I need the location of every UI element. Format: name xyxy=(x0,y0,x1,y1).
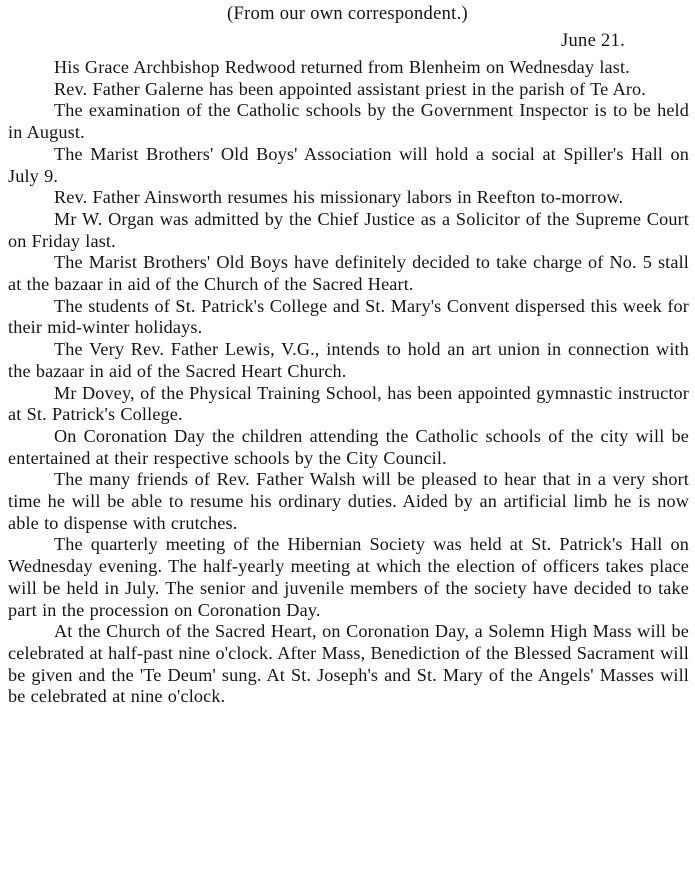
news-item-hibernian-society: The quarterly meeting of the Hibernian Society was held at St. Patrick's Hall on Wednesday evening. The half-yearly meeting at which the election of officers takes place will be held in July. The senior and juvenile members of the society have decided to take part in the procession on Coronation Day. xyxy=(8,534,689,620)
news-item-reefton-mission: Rev. Father Ainsworth resumes his missionary labors in Reefton to-morrow. xyxy=(54,187,624,208)
news-item-gymnastic-instructor: Mr Dovey, of the Physical Training School, has been appointed gymnastic instructor at St. Patrick's College. xyxy=(8,382,689,425)
news-item-archbishop-return: His Grace Archbishop Redwood returned from Blenheim on Wednesday last. xyxy=(54,57,630,77)
correspondent-byline: (From our own correspondent.) xyxy=(227,4,468,24)
news-item-solicitor-admitted: Mr W. Organ was admitted by the Chief Justice as a Solicitor of the Supreme Court on Friday last. xyxy=(8,208,689,251)
news-item-art-union: The Very Rev. Father Lewis, V.G., intends to hold an art union in connection with the bazaar in aid of the Sacred Heart Church. xyxy=(8,339,689,381)
news-item-holidays: The students of St. Patrick's College and St. Mary's Convent dispersed this week for their mid-winter holidays. xyxy=(8,295,689,338)
news-item-old-boys-social: The Marist Brothers' Old Boys' Association will hold a social at Spiller's Hall on July 9. xyxy=(8,143,689,186)
news-item-coronation-mass: At the Church of the Sacred Heart, on Coronation Day, a Solemn High Mass will be celebrated at half-past nine o'clock. After Mass, Benediction of the Blessed Sacrament will be given and the 'Te Deum' sung. At St. Joseph's and St. Mary of the Angels' Masses will be celebrated at nine o'clock. xyxy=(8,621,689,707)
news-items xyxy=(8,57,689,708)
news-item-bazaar-stall: The Marist Brothers' Old Boys have definitely decided to take charge of No. 5 stall at the bazaar in aid of the Church of the Sacred Heart. xyxy=(8,252,689,295)
news-item-coronation-children: On Coronation Day the children attending the Catholic schools of the city will be entertained at their respective schools by the City Council. xyxy=(8,425,689,468)
dateline: June 21. xyxy=(561,31,626,51)
news-item-assistant-priest: Rev. Father Galerne has been appointed assistant priest in the parish of Te Aro. xyxy=(54,78,646,99)
news-item-school-examination: The examination of the Catholic schools by the Government Inspector is to be held in August. xyxy=(8,100,689,143)
news-item-father-walsh: The many friends of Rev. Father Walsh will be pleased to hear that in a very short time he will be able to resume his ordinary duties. Aided by an artificial limb he is now able to dispense with crutches. xyxy=(8,469,689,533)
